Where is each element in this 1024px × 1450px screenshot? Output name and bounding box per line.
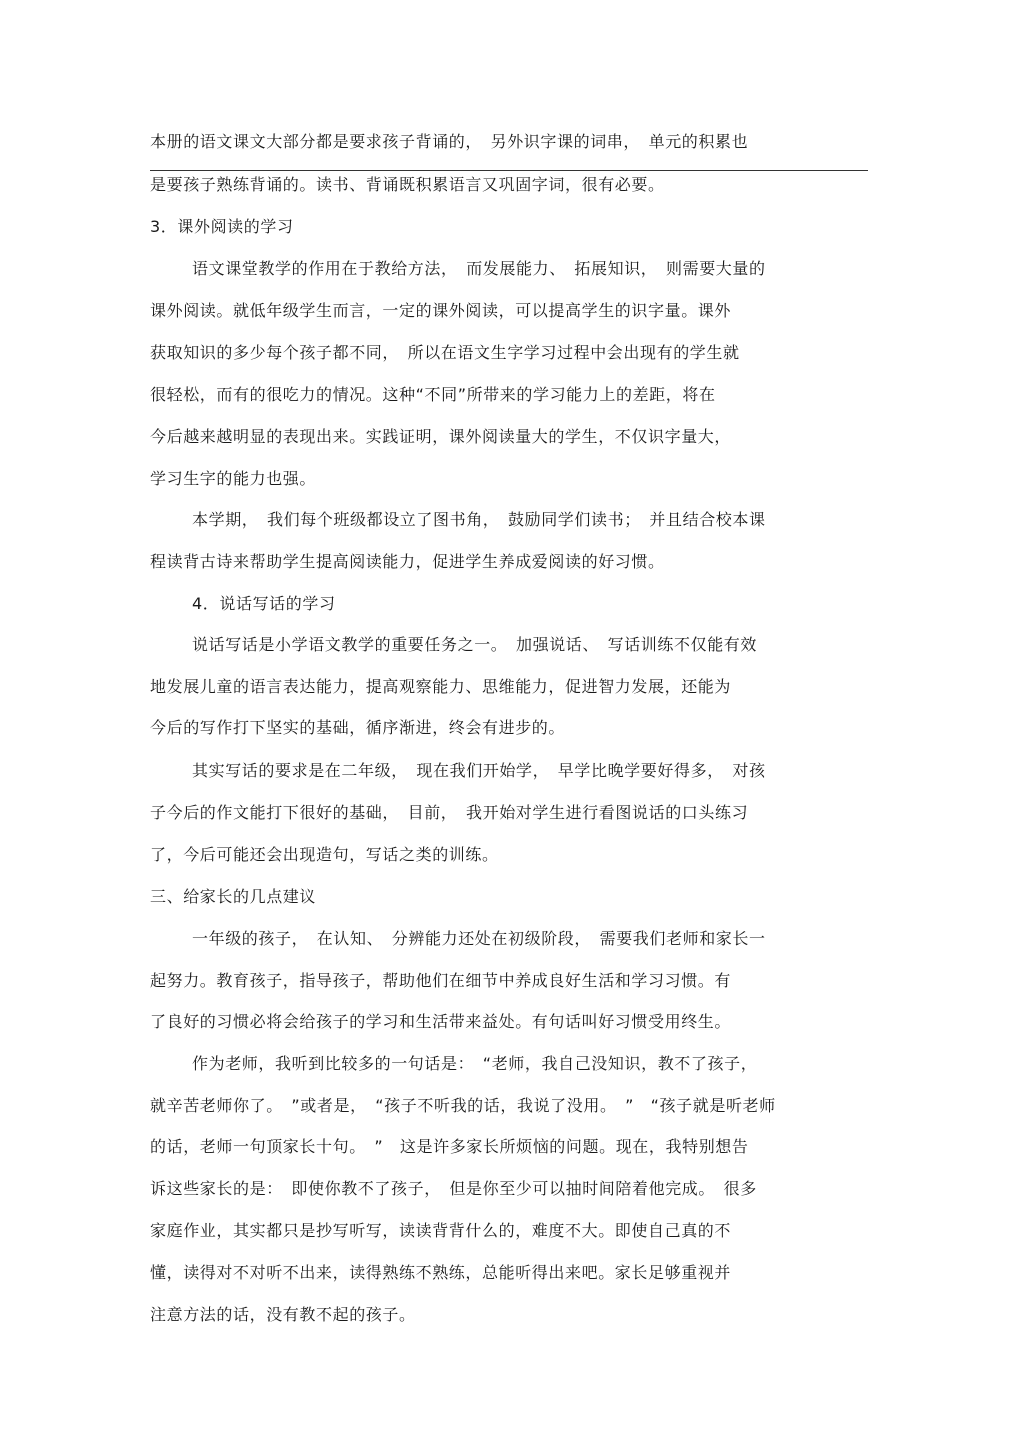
section-heading: 4．说话写话的学习 (192, 594, 336, 613)
text-line: 注意方法的话，没有教不起的孩子。 (150, 1305, 416, 1324)
text-line: 今后越来越明显的表现出来。实践证明，课外阅读量大的学生，不仅识字量大， (150, 427, 732, 446)
text-line: 地发展儿童的语言表达能力，提高观察能力、思维能力，促进智力发展，还能为 (150, 677, 732, 696)
text-line: 子今后的作文能打下很好的基础， 目前， 我开始对学生进行看图说话的口头练习 (150, 803, 749, 822)
text-line: 说话写话是小学语文教学的重要任务之一。 加强说话、 写话训练不仅能有效 (192, 635, 758, 654)
section-heading: 三、给家长的几点建议 (150, 887, 317, 906)
text-line: 了良好的习惯必将会给孩子的学习和生活带来益处。有句话叫好习惯受用终生。 (150, 1012, 732, 1031)
text-line: 一年级的孩子， 在认知、 分辨能力还处在初级阶段， 需要我们老师和家长一 (192, 929, 766, 948)
text-line: 本学期， 我们每个班级都设立了图书角， 鼓励同学们读书； 并且结合校本课 (192, 510, 766, 529)
section-heading: 3．课外阅读的学习 (150, 217, 294, 236)
text-line: 语文课堂教学的作用在于教给方法， 而发展能力、 拓展知识， 则需要大量的 (192, 259, 766, 278)
text-line: 是要孩子熟练背诵的。读书、背诵既积累语言又巩固字词，很有必要。 (150, 175, 665, 194)
text-line: 其实写话的要求是在二年级， 现在我们开始学， 早学比晚学要好得多， 对孩 (192, 761, 766, 780)
text-line: 家庭作业，其实都只是抄写听写，读读背背什么的，难度不大。即使自己真的不 (150, 1221, 732, 1240)
text-line: 诉这些家长的是： 即使你教不了孩子， 但是你至少可以抽时间陪着他完成。 很多 (150, 1179, 757, 1198)
text-line: 学习生字的能力也强。 (150, 469, 317, 488)
text-line: 获取知识的多少每个孩子都不同， 所以在语文生字学习过程中会出现有的学生就 (150, 343, 740, 362)
text-line: 本册的语文课文大部分都是要求孩子背诵的， 另外识字课的词串， 单元的积累也 (150, 132, 749, 151)
text-line: 了，今后可能还会出现造句，写话之类的训练。 (150, 845, 499, 864)
separator-line (150, 170, 868, 171)
text-line: 程读背古诗来帮助学生提高阅读能力，促进学生养成爱阅读的好习惯。 (150, 552, 665, 571)
text-line: 的话，老师一句顶家长十句。 ” 这是许多家长所烦恼的问题。现在，我特别想告 (150, 1137, 749, 1156)
text-line: 懂，读得对不对听不出来，读得熟练不熟练，总能听得出来吧。家长足够重视并 (150, 1263, 732, 1282)
text-line: 就辛苦老师你了。 ”或者是， “孩子不听我的话，我说了没用。 ” “孩子就是听老师 (150, 1096, 776, 1115)
text-line: 起努力。教育孩子，指导孩子，帮助他们在细节中养成良好生活和学习习惯。有 (150, 971, 732, 990)
text-line: 作为老师，我听到比较多的一句话是： “老师，我自己没知识，教不了孩子， (192, 1054, 758, 1073)
text-line: 很轻松，而有的很吃力的情况。这种“不同”所带来的学习能力上的差距，将在 (150, 385, 716, 404)
text-line: 今后的写作打下坚实的基础，循序渐进，终会有进步的。 (150, 718, 566, 737)
text-line: 课外阅读。就低年级学生而言，一定的课外阅读，可以提高学生的识字量。课外 (150, 301, 732, 320)
